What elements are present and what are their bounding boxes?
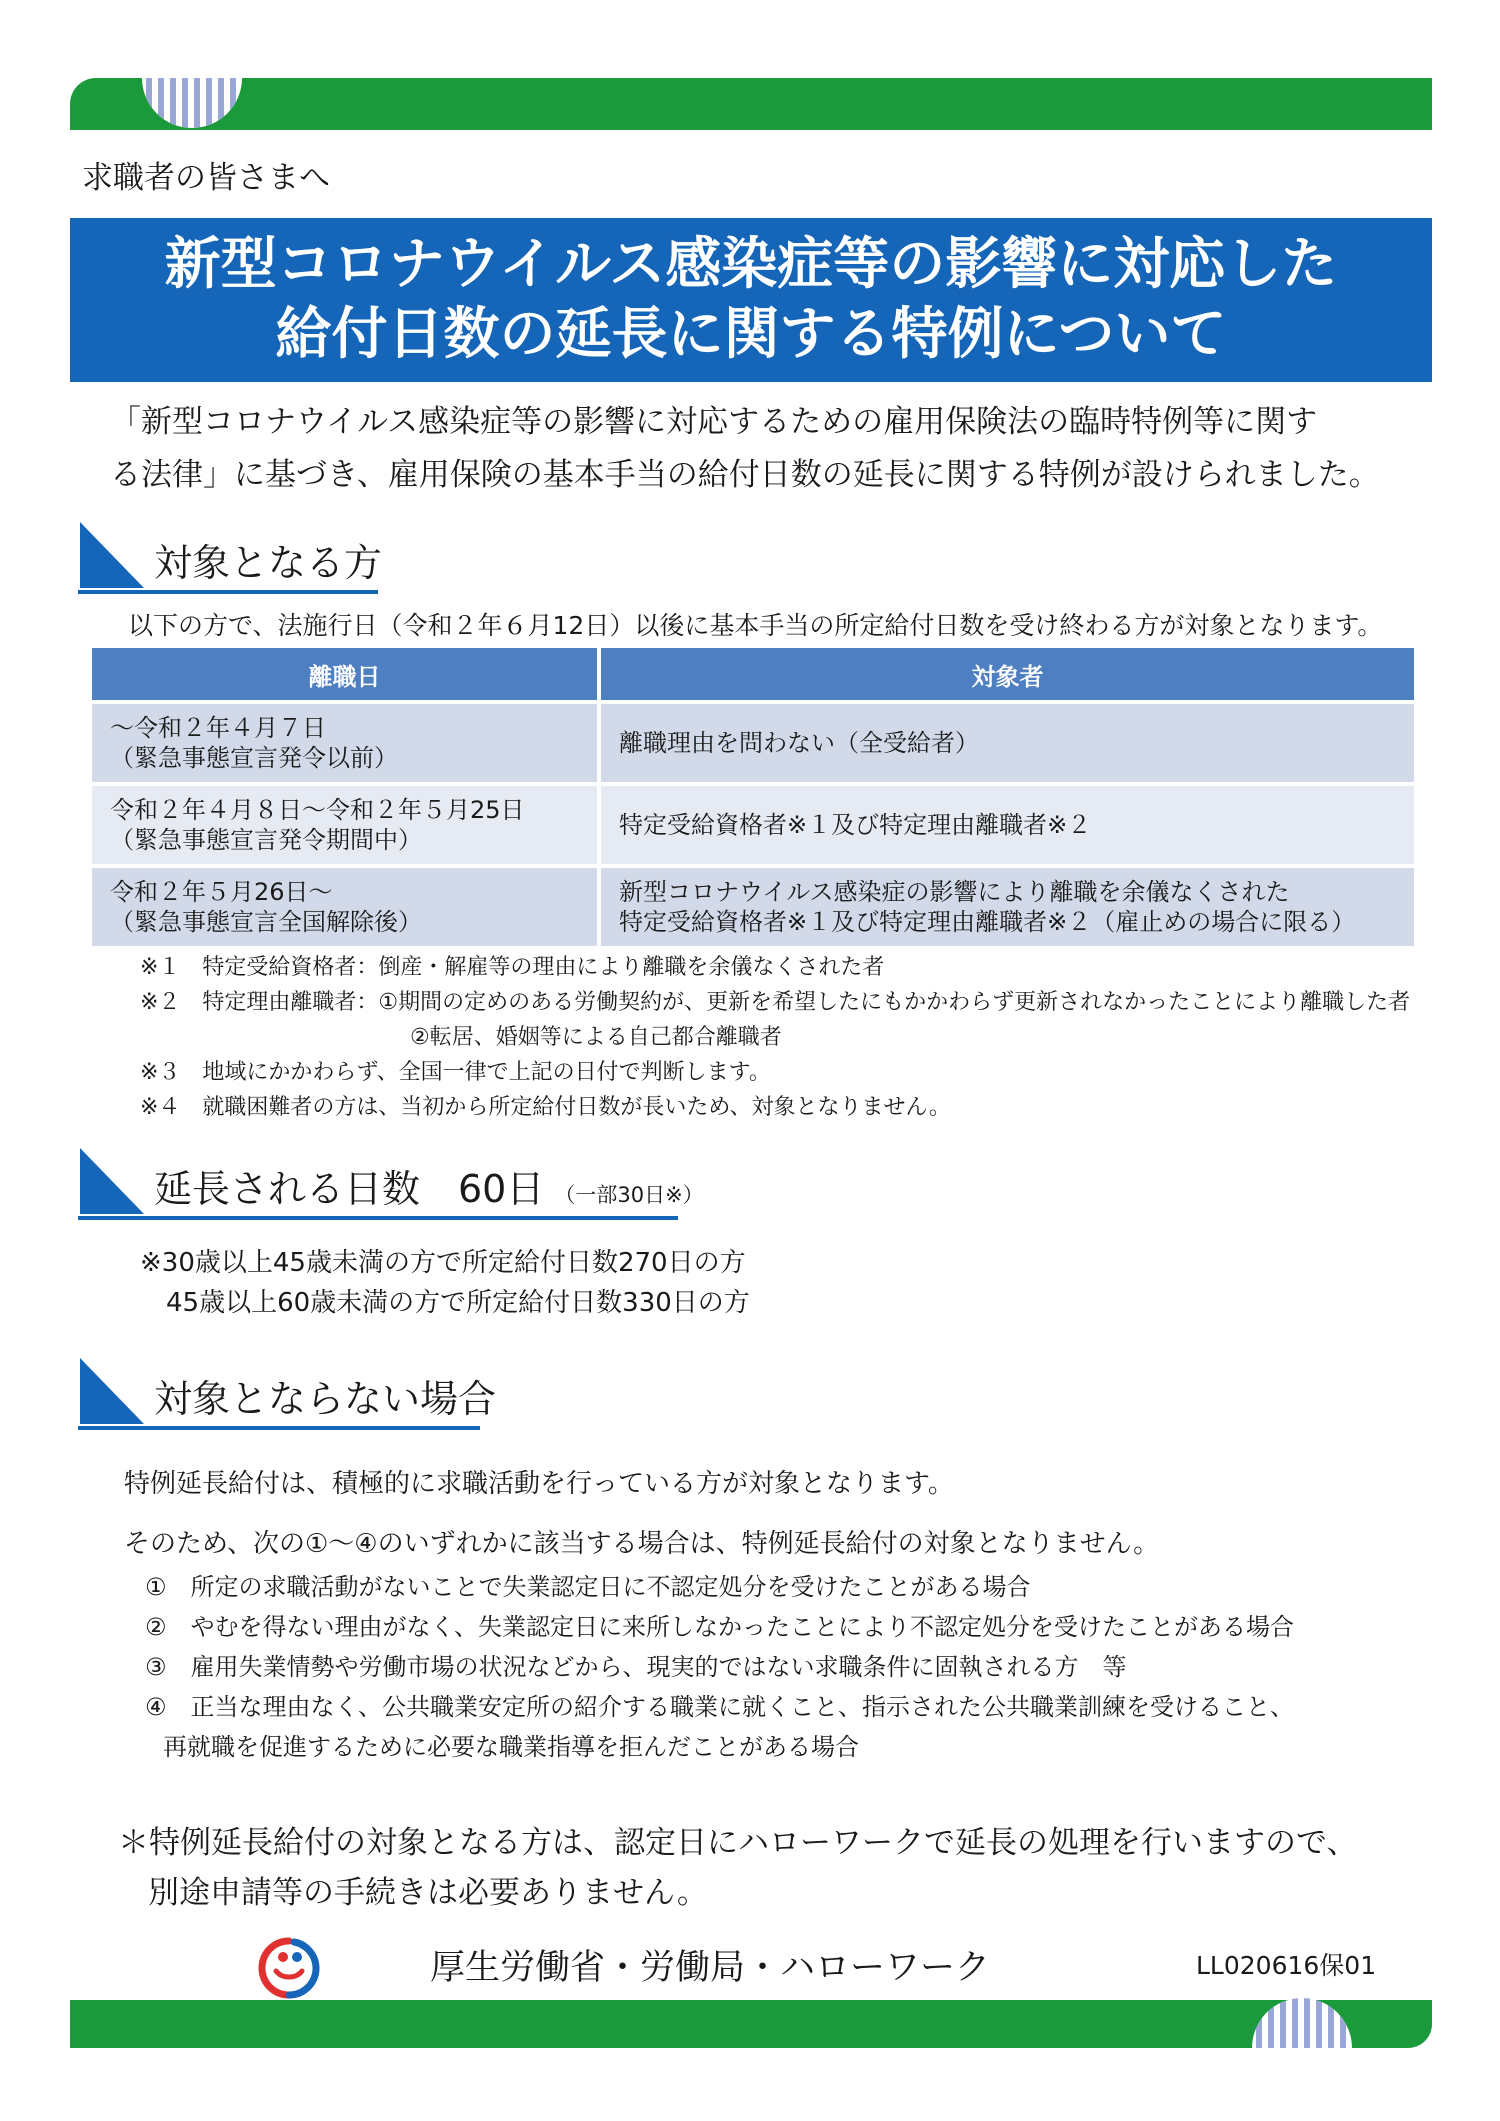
- triangle-marker-icon: [78, 1148, 148, 1218]
- list-item: ② やむを得ない理由がなく、失業認定日に来所しなかったことにより不認定処分を受けたことがある場合: [145, 1613, 1295, 1641]
- table-header-row: [92, 648, 1414, 700]
- heading-underline: [78, 1216, 678, 1220]
- eligibility-table: [92, 648, 1414, 946]
- section-heading-label: [154, 1158, 704, 1213]
- list-item-continuation: 再就職を促進するために必要な職業指導を拒んだことがある場合: [163, 1733, 859, 1761]
- section-heading-extension: [78, 1148, 704, 1220]
- date-note: （緊急事態宣言全国解除後）: [110, 908, 422, 936]
- target-text: 特定受給資格者※１及び特定理由離職者※２: [619, 811, 1092, 839]
- title-line-2: 給付日数の延長に関する特例について: [275, 302, 1227, 367]
- closing-line: ＊特例延長給付の対象となる方は、認定日にハローワークで延長の処理を行いますので、: [118, 1825, 1358, 1861]
- date-range: 令和２年５月26日～: [110, 878, 333, 906]
- date-range: ～令和２年４月７日: [110, 714, 326, 742]
- closing-line: 別途申請等の手続きは必要ありません。: [148, 1875, 708, 1911]
- table-row: [92, 704, 1414, 782]
- eligibility-lead: 以下の方で、法施行日（令和２年６月12日）以後に基本手当の所定給付日数を受け終わる方が対象となります。: [128, 611, 1383, 640]
- table-row: [92, 786, 1414, 864]
- closing-note: [118, 1818, 1357, 1918]
- table-cell-date: [92, 786, 597, 864]
- top-green-bar: [70, 78, 1432, 130]
- footnote: ※４ 就職困難者の方は、当初から所定給付日数が長いため、対象となりません。: [140, 1095, 951, 1120]
- list-item: ① 所定の求職活動がないことで失業認定日に不認定処分を受けたことがある場合: [145, 1573, 1031, 1601]
- table-cell-date: [92, 868, 597, 946]
- target-text: 新型コロナウイルス感染症の影響により離職を余儀なくされた: [619, 878, 1290, 906]
- extension-note-line: 45歳以上60歳未満の方で所定給付日数330日の方: [166, 1288, 750, 1318]
- list-item: ④ 正当な理由なく、公共職業安定所の紹介する職業に就くこと、指示された公共職業訓練を受けること、: [145, 1693, 1295, 1721]
- ministry-logo-icon: [256, 1935, 322, 2001]
- target-text: 離職理由を問わない（全受給者）: [619, 729, 979, 757]
- footnote: ※３ 地域にかかわらず、全国一律で上記の日付で判断します。: [140, 1060, 771, 1085]
- footnotes: [140, 950, 1410, 1125]
- bottom-green-bar: [70, 2000, 1432, 2048]
- table-header-cell: 離職日: [92, 648, 597, 700]
- extension-note-line: ※30歳以上45歳未満の方で所定給付日数270日の方: [140, 1248, 746, 1278]
- title-line-1: 新型コロナウイルス感染症等の影響に対応した: [164, 232, 1338, 297]
- extension-days: 延長される日数 60日: [154, 1167, 545, 1211]
- striped-disc-icon: [1252, 1998, 1352, 2048]
- table-header-cell: 対象者: [601, 648, 1414, 700]
- section-heading-label: 対象となる方: [154, 541, 383, 585]
- intro-paragraph: [110, 396, 1410, 502]
- extension-sub: （一部30日※）: [554, 1183, 704, 1207]
- section-heading-label: 対象とならない場合: [154, 1377, 497, 1421]
- table-cell-target: [601, 868, 1414, 946]
- date-range: 令和２年４月８日～令和２年５月25日: [110, 796, 525, 824]
- footnote: ②転居、婚姻等による自己都合離職者: [410, 1025, 782, 1050]
- intro-line-1: 「新型コロナウイルス感染症等の影響に対応するための雇用保険法の臨時特例等に関す: [110, 404, 1318, 440]
- heading-underline: [78, 590, 378, 594]
- page-title: [70, 218, 1432, 382]
- footnote: ※１ 特定受給資格者：倒産・解雇等の理由により離職を余儀なくされた者: [140, 955, 885, 980]
- greeting: 求職者の皆さまへ: [82, 160, 330, 196]
- footnote: ※２ 特定理由離職者：①期間の定めのある労働契約が、更新を希望したにもかかわらず更新されなかったことにより離職した者: [140, 990, 1411, 1015]
- table-cell-target: [601, 786, 1414, 864]
- section-heading-excluded: [78, 1358, 497, 1430]
- table-row: [92, 868, 1414, 946]
- paragraph: そのため、次の①～④のいずれかに該当する場合は、特例延長給付の対象となりません。: [124, 1529, 1160, 1559]
- date-note: （緊急事態宣言発令以前）: [110, 744, 398, 772]
- paragraph: 特例延長給付は、積極的に求職活動を行っている方が対象となります。: [124, 1469, 954, 1499]
- date-note: （緊急事態宣言発令期間中）: [110, 826, 422, 854]
- striped-disc-icon: [142, 78, 242, 128]
- excluded-list: [145, 1567, 1294, 1767]
- table-cell-date: [92, 704, 597, 782]
- triangle-marker-icon: [78, 522, 148, 592]
- section-heading-eligible: [78, 522, 383, 594]
- intro-line-2: る法律」に基づき、雇用保険の基本手当の給付日数の延長に関する特例が設けられました。: [110, 457, 1380, 493]
- list-item: ③ 雇用失業情勢や労働市場の状況などから、現実的ではない求職条件に固執される方 等: [145, 1653, 1127, 1681]
- extension-note: [140, 1243, 750, 1323]
- document-code: LL020616保01: [1196, 1951, 1377, 1980]
- triangle-marker-icon: [78, 1358, 148, 1428]
- target-text: 特定受給資格者※１及び特定理由離職者※２（雇止めの場合に限る）: [619, 908, 1356, 936]
- heading-underline: [78, 1426, 480, 1430]
- organization-name: 厚生労働省・労働局・ハローワーク: [430, 1948, 991, 1988]
- table-cell-target: [601, 704, 1414, 782]
